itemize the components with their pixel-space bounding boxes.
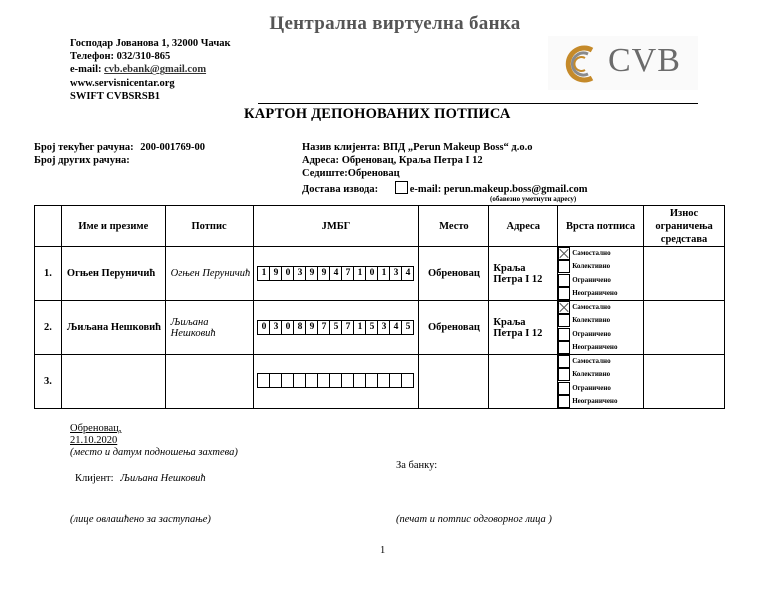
signature-type-label: Самостално	[572, 357, 611, 366]
jmbg-digit	[318, 374, 330, 387]
bank-contact	[70, 37, 231, 103]
person-signature: Љиљана Нешковић	[165, 301, 253, 355]
client-name-value: ВПД „Perun Makeup Boss“ д.о.о	[382, 142, 533, 153]
signature-type-checkbox[interactable]	[558, 382, 570, 395]
jmbg-digit: 4	[330, 267, 342, 280]
signature-type-checkbox[interactable]	[558, 301, 570, 314]
jmbg-digit	[270, 374, 282, 387]
jmbg-digit	[390, 374, 402, 387]
jmbg-digit: 5	[405, 322, 411, 332]
signature-type-label: Ограничено	[572, 329, 611, 338]
client-sign	[75, 473, 206, 484]
jmbg-boxes[interactable]	[257, 320, 414, 335]
jmbg-digit: 4	[405, 268, 411, 278]
jmbg-cell	[253, 355, 419, 409]
page-number: 1	[380, 545, 386, 556]
jmbg-digit: 4	[390, 321, 402, 334]
header-limit: Износ ограничења средстава	[644, 206, 725, 247]
client-address-value: Обреновац, Краља Петра I 12	[341, 155, 483, 166]
jmbg-digit: 1	[258, 267, 270, 280]
jmbg-digit: 9	[270, 267, 282, 280]
limit-amount-cell	[644, 355, 725, 409]
bank-sign-label: За банку:	[396, 460, 438, 471]
signature-type-option	[558, 260, 643, 273]
signature-type-option	[558, 247, 643, 260]
jmbg-digit: 0	[258, 321, 270, 334]
signatures-table	[34, 205, 725, 409]
person-name: Огњен Перуничић	[61, 247, 165, 301]
header-jmbg: ЈМБГ	[253, 206, 419, 247]
delivery-note: (обавезно уметнути адресу)	[490, 195, 577, 203]
jmbg-digit	[282, 374, 294, 387]
jmbg-digit: 7	[318, 321, 330, 334]
client-seat-label: Седиште:	[302, 168, 348, 179]
jmbg-digit	[258, 374, 270, 387]
jmbg-digit: 0	[282, 321, 294, 334]
place-date-note: (место и датум подношења захтева)	[70, 447, 238, 458]
signature-type-label: Колективно	[572, 262, 611, 271]
person-signature: Огњен Перуничић	[165, 247, 253, 301]
signature-type-cell	[558, 355, 644, 409]
bank-title: Централна виртуелна банка	[269, 13, 521, 34]
row-number: 1.	[35, 247, 62, 301]
client-sign-label: Клијент:	[75, 473, 114, 484]
current-account-value: 200-001769-00	[140, 142, 206, 153]
signature-type-option	[558, 382, 643, 395]
signature-type-checkbox[interactable]	[558, 355, 570, 368]
signature-type-label: Неограничено	[572, 396, 618, 405]
limit-amount-cell	[644, 247, 725, 301]
signature-type-option	[558, 368, 643, 381]
client-name	[302, 142, 532, 153]
signature-type-checkbox[interactable]	[558, 341, 570, 354]
signature-type-cell	[558, 247, 644, 301]
signature-type-label: Самостално	[572, 249, 611, 258]
delivery-label: Достава извода:	[302, 184, 379, 195]
table-header-row	[35, 206, 725, 247]
jmbg-cell	[253, 247, 419, 301]
current-account-label: Број текућег рачуна:	[34, 142, 134, 153]
signature-type-option	[558, 355, 643, 368]
delivery-value: e-mail: perun.makeup.boss@gmail.com	[409, 184, 588, 195]
jmbg-digit: 1	[378, 267, 390, 280]
delivery-checkbox[interactable]	[395, 181, 408, 194]
row-number: 3.	[35, 355, 62, 409]
person-name: Љиљана Нешковић	[61, 301, 165, 355]
signature-type-label: Ограничено	[572, 275, 611, 284]
jmbg-digit	[342, 374, 354, 387]
jmbg-digit: 9	[306, 321, 318, 334]
bank-email-link[interactable]: cvb.ebank@gmail.com	[104, 64, 207, 76]
bank-email-label: e-mail:	[70, 64, 105, 76]
person-place: Обреновац	[419, 247, 489, 301]
jmbg-digit	[366, 374, 378, 387]
limit-amount-cell	[644, 301, 725, 355]
header-num	[35, 206, 62, 247]
authorized-person-note: (лице овлашћено за заступање)	[70, 514, 211, 525]
signature-type-option	[558, 287, 643, 300]
client-address-label: Адреса:	[302, 155, 340, 166]
stamp-note: (печат и потпис одговорног лица )	[396, 514, 552, 525]
signature-type-checkbox[interactable]	[558, 260, 570, 273]
jmbg-digit: 7	[342, 321, 354, 334]
jmbg-digit: 3	[390, 267, 402, 280]
jmbg-digit	[330, 374, 342, 387]
person-signature	[165, 355, 253, 409]
signature-type-cell	[558, 301, 644, 355]
jmbg-digit: 5	[330, 321, 342, 334]
jmbg-boxes[interactable]	[257, 373, 414, 388]
jmbg-digit	[402, 374, 413, 387]
signature-type-checkbox[interactable]	[558, 287, 570, 300]
jmbg-digit: 9	[306, 267, 318, 280]
client-name-label: Назив клијента:	[302, 142, 381, 153]
person-address	[489, 355, 558, 409]
header-signature-type: Врста потписа	[558, 206, 644, 247]
jmbg-digit	[378, 374, 390, 387]
table-row	[35, 301, 725, 355]
jmbg-digit: 7	[342, 267, 354, 280]
jmbg-digit: 0	[366, 267, 378, 280]
jmbg-digit: 5	[366, 321, 378, 334]
signature-type-checkbox[interactable]	[558, 368, 570, 381]
signature-type-option	[558, 274, 643, 287]
header-signature: Потпис	[165, 206, 253, 247]
signature-type-checkbox[interactable]	[558, 274, 570, 287]
bank-phone: Телефон: 032/310-865	[70, 51, 171, 63]
person-address: Краља Петра I 12	[489, 301, 558, 355]
jmbg-digit	[354, 374, 366, 387]
header-address: Адреса	[489, 206, 558, 247]
jmbg-digit	[294, 374, 306, 387]
delivery	[302, 181, 588, 195]
person-name	[61, 355, 165, 409]
client-sign-name: Љиљана Нешковић	[120, 473, 206, 484]
signature-type-label: Колективно	[572, 316, 611, 325]
signature-type-option	[558, 395, 643, 408]
bank-logo	[548, 36, 698, 90]
signature-type-checkbox[interactable]	[558, 314, 570, 327]
current-account	[34, 142, 205, 153]
signature-type-label: Неограничено	[572, 342, 618, 351]
signature-type-checkbox[interactable]	[558, 247, 570, 260]
signature-type-checkbox[interactable]	[558, 328, 570, 341]
signature-type-option	[558, 314, 643, 327]
signature-type-label: Неограничено	[572, 288, 618, 297]
row-number: 2.	[35, 301, 62, 355]
client-address	[302, 155, 483, 166]
jmbg-cell	[253, 301, 419, 355]
jmbg-digit: 9	[318, 267, 330, 280]
jmbg-boxes[interactable]	[257, 266, 414, 281]
client-seat	[302, 168, 400, 179]
jmbg-digit: 1	[354, 267, 366, 280]
jmbg-digit: 1	[354, 321, 366, 334]
jmbg-digit: 0	[282, 267, 294, 280]
table-row	[35, 355, 725, 409]
signature-type-label: Ограничено	[572, 383, 611, 392]
signature-type-option	[558, 328, 643, 341]
bank-email-line	[70, 63, 231, 76]
table-row	[35, 247, 725, 301]
header-name: Име и презиме	[61, 206, 165, 247]
logo-text: CVB	[608, 42, 681, 79]
bank-website: www.servisnicentar.org	[70, 77, 175, 89]
footer-place: Обреновац,	[70, 423, 122, 434]
person-address: Краља Петра I 12	[489, 247, 558, 301]
signature-type-label: Самостално	[572, 303, 611, 312]
person-place	[419, 355, 489, 409]
person-place: Обреновац	[419, 301, 489, 355]
signature-type-checkbox[interactable]	[558, 395, 570, 408]
jmbg-digit: 3	[294, 267, 306, 280]
jmbg-digit	[306, 374, 318, 387]
signature-type-option	[558, 301, 643, 314]
other-accounts-label: Број других рачуна:	[34, 155, 130, 166]
signature-type-label: Колективно	[572, 370, 611, 379]
jmbg-digit: 3	[270, 321, 282, 334]
bank-address: Господар Јованова 1, 32000 Чачак	[70, 38, 231, 49]
client-seat-value: Обреновац	[347, 168, 400, 179]
form-title: КАРТОН ДЕПОНОВАНИХ ПОТПИСА	[244, 106, 511, 122]
header-place: Место	[419, 206, 489, 247]
jmbg-digit: 8	[294, 321, 306, 334]
jmbg-digit: 3	[378, 321, 390, 334]
footer-date: 21.10.2020	[70, 435, 118, 446]
header-divider	[258, 103, 698, 104]
bank-swift: SWIFT CVBSRSB1	[70, 90, 160, 102]
cvb-logo-icon	[558, 44, 604, 84]
signature-type-option	[558, 341, 643, 354]
